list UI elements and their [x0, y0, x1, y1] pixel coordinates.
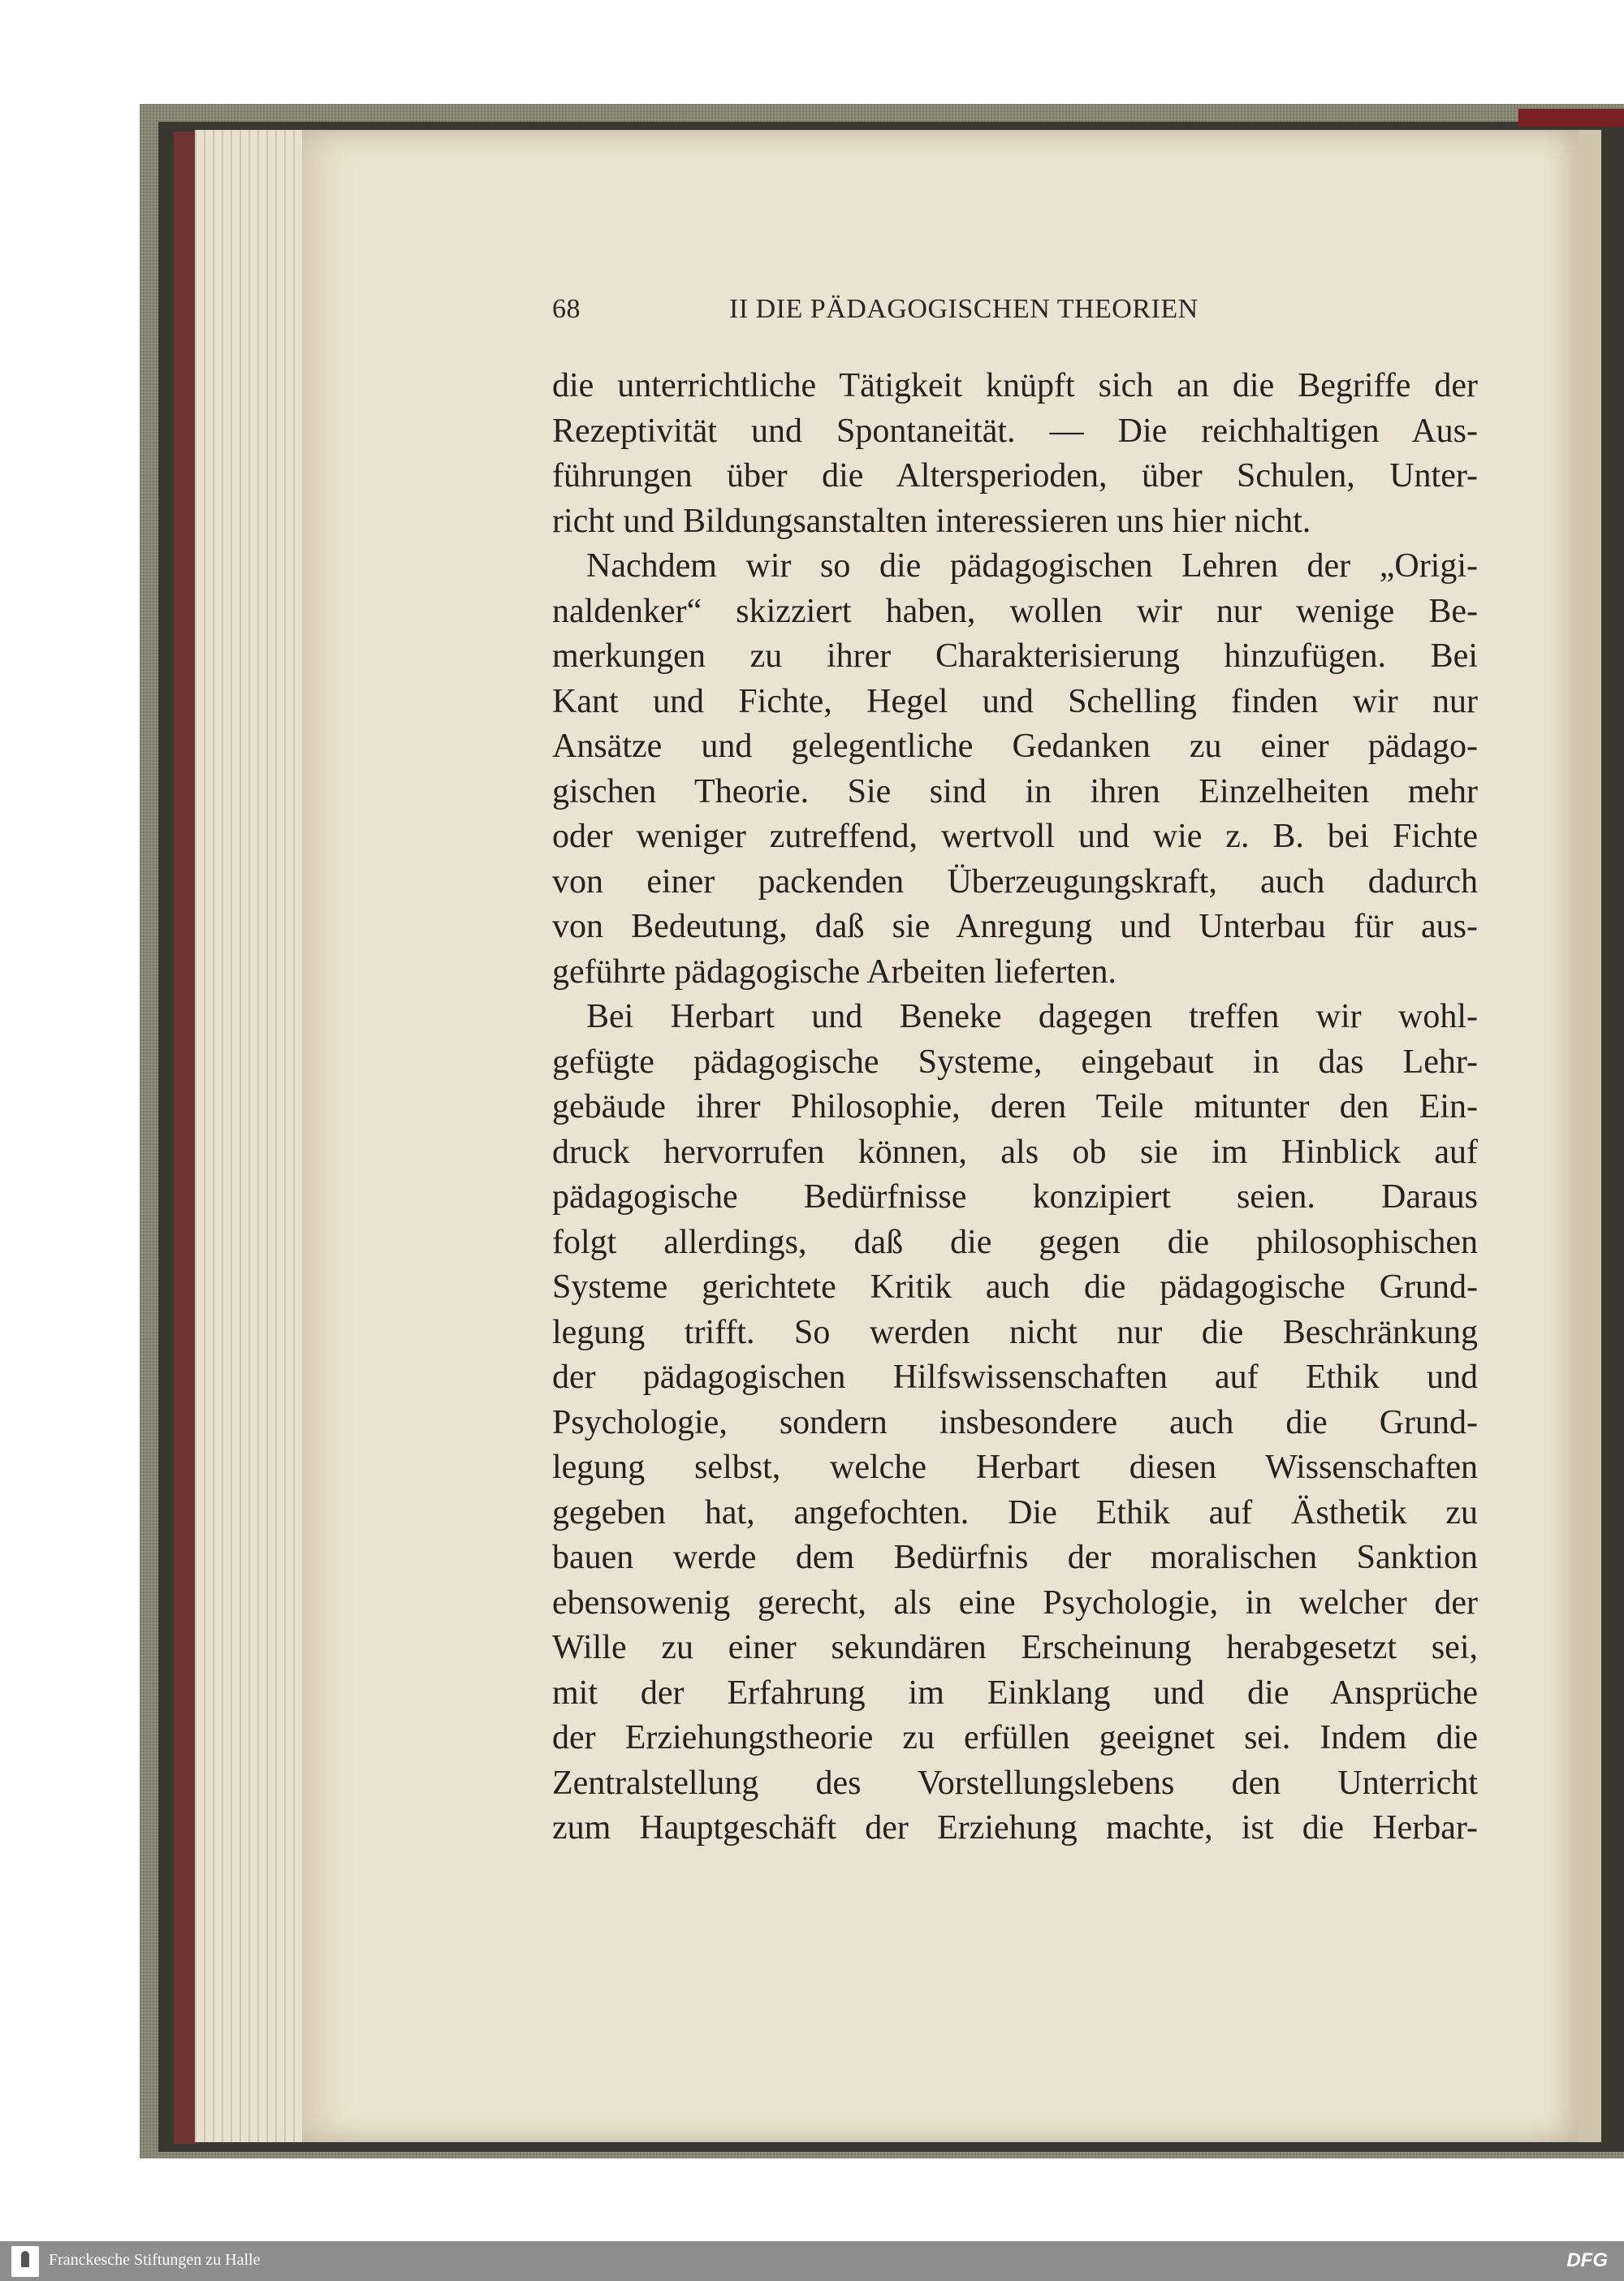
text-line: pädagogische Bedürfnisse konzipiert seien. Daraus [552, 1178, 1478, 1216]
dfg-logo: DFG [1566, 2249, 1608, 2271]
text-line: Nachdem wir so die pädagogischen Lehren der „Origi- [586, 547, 1478, 585]
text-line: Bei Herbart und Beneke dagegen treffen wir wohl- [586, 998, 1478, 1035]
page-fore-edge [1579, 130, 1601, 2142]
text-line: gebäude ihrer Philosophie, deren Teile mitunter den Ein- [552, 1088, 1478, 1125]
text-line: mit der Erfahrung im Einklang und die Ansprüche [552, 1674, 1478, 1712]
text-line: von Bedeutung, daß sie Anregung und Unterbau für aus- [552, 908, 1478, 945]
text-line: gischen Theorie. Sie sind in ihren Einzelheiten mehr [552, 772, 1478, 810]
bookmark-ribbon [1518, 109, 1624, 127]
text-line: druck hervorrufen können, als ob sie im Hinblick auf [552, 1133, 1478, 1171]
text-line: gefügte pädagogische Systeme, eingebaut in das Lehr- [552, 1043, 1478, 1081]
text-line: die unterrichtliche Tätigkeit knüpft sich an die Begriffe der [552, 367, 1478, 404]
text-line: bauen werde dem Bedürfnis der moralischen Sanktion [552, 1539, 1478, 1576]
running-head: II DIE PÄDAGOGISCHEN THEORIEN [729, 294, 1199, 324]
page-header [552, 294, 1372, 335]
text-line: führungen über die Altersperioden, über Schulen, Unter- [552, 457, 1478, 495]
institution-name: Franckesche Stiftungen zu Halle [49, 2251, 261, 2269]
text-line: oder weniger zutreffend, wertvoll und wie z. B. bei Fichte [552, 818, 1478, 855]
text-line: legung trifft. So werden nicht nur die Beschränkung [552, 1313, 1478, 1351]
page-number: 68 [552, 294, 581, 324]
text-line: Kant und Fichte, Hegel und Schelling finden wir nur [552, 682, 1478, 720]
text-line: der Erziehungstheorie zu erfüllen geeignet sei. Indem die [552, 1719, 1478, 1756]
body-text [552, 364, 1478, 1851]
text-line: legung selbst, welche Herbart diesen Wissenschaften [552, 1449, 1478, 1486]
text-line: merkungen zu ihrer Charakterisierung hinzufügen. Bei [552, 637, 1478, 675]
institution-logo-icon [11, 2246, 39, 2277]
text-line: zum Hauptgeschäft der Erziehung machte, ist die Herbar- [552, 1809, 1478, 1847]
viewer-footer [0, 2241, 1624, 2281]
text-line: geführte pädagogische Arbeiten lieferten. [552, 953, 1117, 991]
text-line: von einer packenden Überzeugungskraft, auch dadurch [552, 862, 1478, 901]
text-line: der pädagogischen Hilfswissenschaften auf Ethik und [552, 1359, 1478, 1396]
text-line: Zentralstellung des Vorstellungslebens den Unterricht [552, 1764, 1478, 1802]
text-line: gegeben hat, angefochten. Die Ethik auf Ästhetik zu [552, 1493, 1478, 1531]
text-line: ebensowenig gerecht, als eine Psychologie, in welcher der [552, 1583, 1478, 1622]
text-line: naldenker“ skizziert haben, wollen wir nur wenige Be- [552, 592, 1478, 630]
text-line: Psychologie, sondern insbesondere auch die Grund- [552, 1403, 1478, 1441]
page-stack-edges [195, 130, 309, 2142]
text-line: Rezeptivität und Spontaneität. — Die reichhaltigen Aus- [552, 412, 1478, 450]
text-line: folgt allerdings, daß die gegen die philosophischen [552, 1223, 1478, 1261]
text-line: Systeme gerichtete Kritik auch die pädagogische Grund- [552, 1268, 1478, 1306]
text-line: Wille zu einer sekundären Erscheinung herabgesetzt sei, [552, 1629, 1478, 1666]
text-line: Ansätze und gelegentliche Gedanken zu einer pädago- [552, 728, 1478, 765]
text-line: richt und Bildungsanstalten interessieren uns hier nicht. [552, 502, 1311, 540]
